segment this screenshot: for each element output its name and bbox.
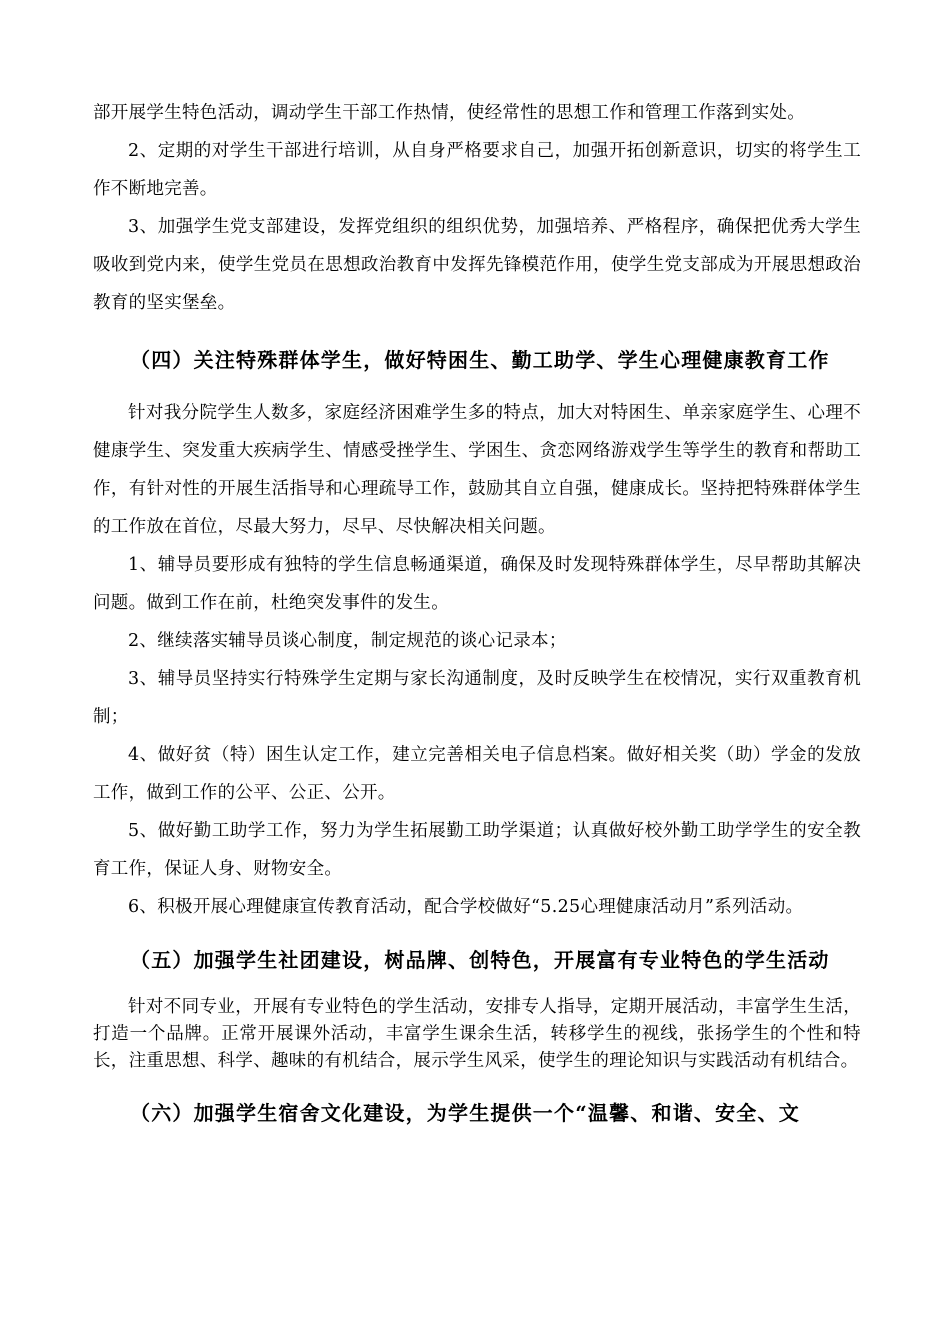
paragraph-section-4-intro: 针对我分院学生人数多，家庭经济困难学生多的特点，加大对特困生、单亲家庭学生、心理不健康学生、突发重大疾病学生、情感受挫学生、学困生、贪恋网络游戏学生等学生的教育和帮助工作，有针对性的开展生活指导和心理疏导工作，鼓励其自立自强，健康成长。坚持把特殊群体学生的工作放在首位，尽最大努力，尽早、尽快解决相关问题。 <box>93 403 861 537</box>
section-heading-5: （五）加强学生社团建设，树品牌、创特色，开展富有专业特色的学生活动 <box>130 948 830 972</box>
paragraph-item-2: 2、定期的对学生干部进行培训，从自身严格要求自己，加强开拓创新意识，切实的将学生工作不断地完善。 <box>93 141 861 199</box>
paragraph-section-4-item-4: 4、做好贫（特）困生认定工作，建立完善相关电子信息档案。做好相关奖（助）学金的发放工作，做到工作的公平、公正、公开。 <box>93 745 861 803</box>
paragraph-item-3: 3、加强学生党支部建设，发挥党组织的组织优势，加强培养、严格程序，确保把优秀大学生吸收到党内来，使学生党员在思想政治教育中发挥先锋模范作用，使学生党支部成为开展思想政治教育的坚实堡垒。 <box>93 217 861 313</box>
paragraph-section-4-item-6: 6、积极开展心理健康宣传教育活动，配合学校做好“5.25心理健康活动月”系列活动。 <box>128 897 804 917</box>
paragraph-section-4-item-3: 3、辅导员坚持实行特殊学生定期与家长沟通制度，及时反映学生在校情况，实行双重教育机制； <box>93 669 861 727</box>
section-heading-4: （四）关注特殊群体学生，做好特困生、勤工助学、学生心理健康教育工作 <box>130 348 830 372</box>
paragraph-continued: 部开展学生特色活动，调动学生干部工作热情，使经常性的思想工作和管理工作落到实处。 <box>93 103 805 123</box>
document-page <box>93 94 861 1147</box>
paragraph-section-4-item-2: 2、继续落实辅导员谈心制度，制定规范的谈心记录本； <box>128 631 567 651</box>
paragraph-section-4-item-1: 1、辅导员要形成有独特的学生信息畅通渠道，确保及时发现特殊群体学生，尽早帮助其解决问题。做到工作在前，杜绝突发事件的发生。 <box>93 555 861 613</box>
paragraph-section-5-intro: 针对不同专业，开展有专业特色的学生活动，安排专人指导，定期开展活动，丰富学生生活，打造一个品牌。正常开展课外活动，丰富学生课余生活，转移学生的视线，张扬学生的个性和特长，注重思想、科学、趣味的有机结合，展示学生风采，使学生的理论知识与实践活动有机结合。 <box>93 997 861 1071</box>
section-heading-6: （六）加强学生宿舍文化建设，为学生提供一个“温馨、和谐、安全、文 <box>130 1101 800 1125</box>
paragraph-section-4-item-5: 5、做好勤工助学工作，努力为学生拓展勤工助学渠道；认真做好校外勤工助学学生的安全教育工作，保证人身、财物安全。 <box>93 821 861 879</box>
